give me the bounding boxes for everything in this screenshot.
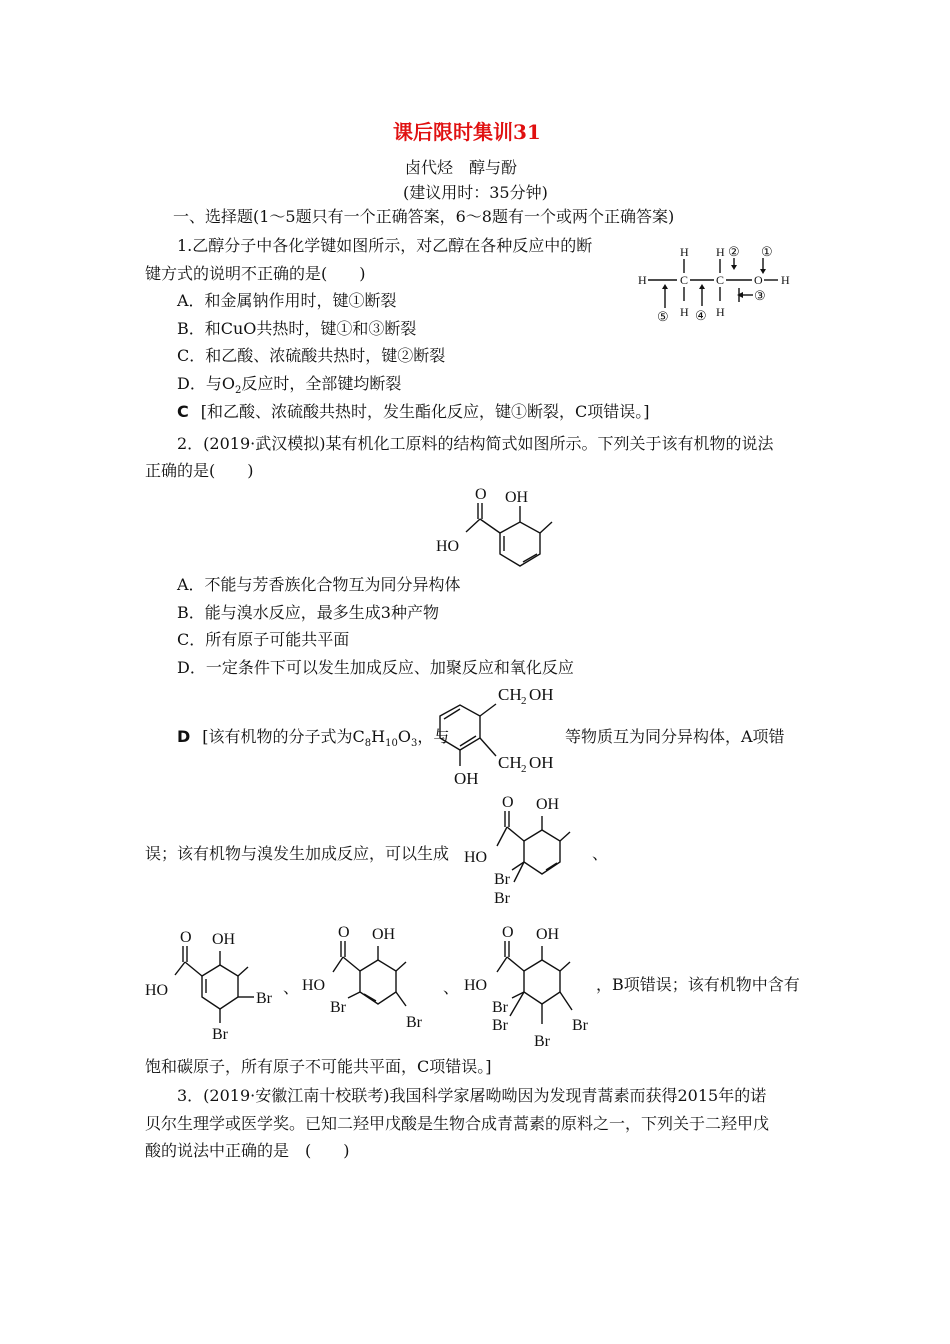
isomer-structure [430, 680, 570, 790]
page-subtitle: 卤代烃 醇与酚 [405, 158, 518, 177]
svg-text:Br: Br [492, 999, 508, 1016]
svg-text:H: H [716, 245, 725, 259]
svg-text:O: O [502, 794, 514, 811]
svg-text:H: H [680, 245, 689, 259]
svg-text:CH: CH [498, 685, 522, 704]
svg-text:H: H [680, 305, 689, 319]
svg-text:②: ② [728, 244, 740, 259]
bromination-product-4 [462, 920, 602, 1050]
svg-text:O: O [338, 924, 350, 941]
q2-explanation-line2: 误；该有机物与溴发生加成反应，可以生成 [145, 844, 450, 863]
bromination-product-2 [140, 925, 280, 1050]
q2-separator-2: 、 [283, 978, 300, 997]
svg-text:O: O [754, 273, 763, 287]
svg-text:OH: OH [536, 926, 560, 943]
svg-text:③: ③ [754, 288, 766, 303]
svg-text:Br: Br [492, 1017, 508, 1034]
svg-text:④: ④ [695, 308, 707, 323]
svg-text:2: 2 [521, 763, 527, 775]
svg-text:C: C [680, 273, 689, 287]
q1-answer-line [177, 402, 649, 422]
svg-text:OH: OH [529, 753, 554, 772]
q1-explanation: [和乙酸、浓硫酸共热时，发生酯化反应，键①断裂，C项错误。] [200, 402, 650, 421]
svg-text:HO: HO [302, 977, 326, 994]
svg-text:OH: OH [529, 685, 554, 704]
svg-text:H: H [781, 273, 790, 287]
svg-text:Br: Br [330, 999, 346, 1016]
svg-text:O: O [475, 486, 487, 503]
svg-text:①: ① [761, 244, 773, 259]
q2-stem-line2: 正确的是( ) [145, 461, 254, 480]
svg-text:HO: HO [436, 538, 460, 555]
suggested-time: (建议用时：35分钟) [403, 183, 548, 202]
q2-explanation-line3-tail: ，B项错误；该有机物中含有 [596, 975, 800, 994]
bromination-product-1 [462, 790, 592, 910]
svg-text:Br: Br [212, 1026, 228, 1043]
q1-option-d: D．与$O_2$反应时，全部键均断裂 [177, 374, 402, 397]
q3-stem-line1: 3．(2019·安徽江南十校联考)我国科学家屠呦呦因为发现青蒿素而获得2015年的诺 [177, 1086, 767, 1105]
svg-text:HO: HO [145, 982, 169, 999]
svg-text:Br: Br [534, 1033, 550, 1050]
svg-text:H: H [716, 305, 725, 319]
q2-option-a: A．不能与芳香族化合物互为同分异构体 [177, 575, 461, 594]
q2-option-b: B．能与溴水反应，最多生成3种产物 [177, 603, 439, 622]
svg-text:H: H [638, 273, 647, 287]
q2-option-d: D．一定条件下可以发生加成反应、加聚反应和氧化反应 [177, 658, 574, 677]
svg-text:2: 2 [521, 695, 527, 707]
svg-text:OH: OH [212, 931, 236, 948]
svg-text:⑤: ⑤ [657, 309, 669, 324]
q2-separator-3: 、 [443, 978, 460, 997]
q2-separator-1: 、 [592, 844, 609, 863]
q1-option-a: A．和金属钠作用时，键①断裂 [177, 291, 397, 310]
svg-text:O: O [502, 924, 514, 941]
svg-text:HO: HO [464, 849, 488, 866]
svg-text:OH: OH [536, 796, 560, 813]
svg-text:Br: Br [256, 990, 272, 1007]
svg-text:OH: OH [505, 489, 529, 506]
q2-explanation-line1-tail: 等物质互为同分异构体，A项错 [565, 727, 785, 746]
svg-text:Br: Br [494, 890, 510, 907]
q2-stem-line1: 2．(2019·武汉模拟)某有机化工原料的结构简式如图所示。下列关于该有机物的说法 [177, 434, 774, 453]
svg-text:OH: OH [372, 926, 396, 943]
svg-text:O: O [180, 929, 192, 946]
q1-answer: C [177, 402, 189, 421]
page-title: 课后限时集训31 [393, 120, 541, 144]
q3-stem-line3: 酸的说法中正确的是 ( ) [145, 1141, 350, 1160]
section-heading: 一、选择题(1～5题只有一个正确答案，6～8题有一个或两个正确答案) [173, 207, 675, 226]
svg-text:CH: CH [498, 753, 522, 772]
q2-explanation-line4: 饱和碳原子，所有原子不可能共平面，C项错误。] [145, 1057, 492, 1076]
q2-answer: D [177, 727, 191, 746]
svg-text:HO: HO [464, 977, 488, 994]
svg-text:OH: OH [454, 769, 479, 788]
svg-text:C: C [716, 273, 725, 287]
svg-text:Br: Br [572, 1017, 588, 1034]
q1-stem-line1: 1.乙醇分子中各化学键如图所示，对乙醇在各种反应中的断 [177, 236, 593, 255]
bromination-product-3 [300, 920, 440, 1035]
ethanol-bond-diagram [635, 240, 795, 325]
svg-text:Br: Br [406, 1014, 422, 1031]
q2-option-c: C．所有原子可能共平面 [177, 630, 350, 649]
q2-explanation-line1: D [该有机物的分子式为$C_8H_{10}O_3$，与 [177, 727, 450, 750]
q1-stem-line2: 键方式的说明不正确的是( ) [145, 264, 366, 283]
svg-text:Br: Br [494, 871, 510, 888]
q1-option-c: C．和乙酸、浓硫酸共热时，键②断裂 [177, 346, 446, 365]
q2-structure [430, 482, 560, 572]
q1-option-b: B．和CuO共热时，键①和③断裂 [177, 319, 417, 338]
q3-stem-line2: 贝尔生理学或医学奖。已知二羟甲戊酸是生物合成青蒿素的原料之一，下列关于二羟甲戊 [145, 1114, 770, 1133]
